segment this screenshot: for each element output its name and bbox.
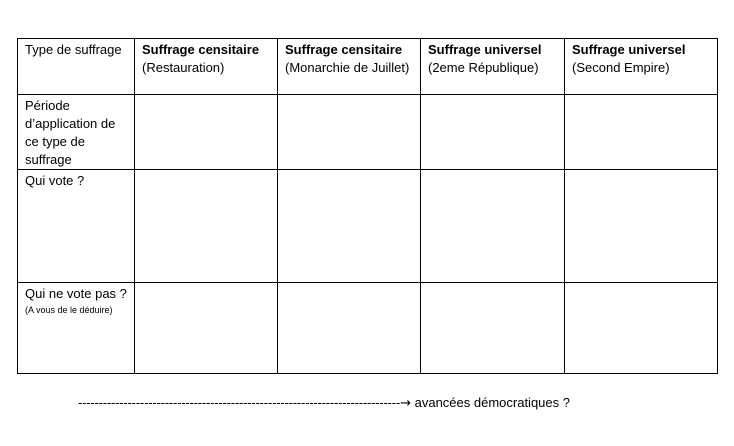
answer-cell[interactable]	[135, 283, 278, 374]
header-cell-second-empire	[565, 39, 718, 95]
right-arrow-icon: →	[400, 396, 411, 411]
row-label: Qui vote ?	[25, 173, 85, 188]
column-title: Suffrage universel	[572, 42, 686, 57]
header-cell-monarchie-juillet	[278, 39, 421, 95]
answer-cell[interactable]	[565, 170, 718, 283]
answer-cell[interactable]	[421, 170, 565, 283]
democratic-progress-line	[78, 395, 570, 411]
row-note: (A vous de le déduire)	[25, 305, 113, 315]
answer-cell[interactable]	[278, 170, 421, 283]
table-row-qui-ne-vote-pas	[18, 283, 718, 374]
row-label-cell	[18, 283, 135, 374]
answer-cell[interactable]	[565, 95, 718, 170]
answer-cell[interactable]	[421, 283, 565, 374]
footer-text: avancées démocratiques ?	[414, 395, 570, 410]
dashed-line: ------------------------------------------------------------------------------	[78, 395, 401, 410]
header-type-label: Type de suffrage	[25, 42, 122, 57]
answer-cell[interactable]	[135, 95, 278, 170]
row-label: Qui ne vote pas ?	[25, 286, 127, 301]
header-cell-type	[18, 39, 135, 95]
column-subtitle: (Restauration)	[142, 60, 225, 75]
row-label-cell	[18, 170, 135, 283]
table-header-row	[18, 39, 718, 95]
column-title: Suffrage censitaire	[142, 42, 260, 57]
answer-cell[interactable]	[278, 95, 421, 170]
table-row-periode	[18, 95, 718, 170]
column-subtitle: (Monarchie de Juillet)	[285, 60, 410, 75]
row-label: Période d’application de ce type de suffrage	[25, 98, 116, 167]
suffrage-table	[17, 38, 718, 374]
header-cell-restauration	[135, 39, 278, 95]
column-title: Suffrage universel	[428, 42, 542, 57]
answer-cell[interactable]	[278, 283, 421, 374]
answer-cell[interactable]	[565, 283, 718, 374]
column-subtitle: (2eme République)	[428, 60, 539, 75]
table-row-qui-vote	[18, 170, 718, 283]
column-title: Suffrage censitaire	[285, 42, 403, 57]
column-subtitle: (Second Empire)	[572, 60, 670, 75]
answer-cell[interactable]	[135, 170, 278, 283]
row-label-cell	[18, 95, 135, 170]
header-cell-2eme-republique	[421, 39, 565, 95]
answer-cell[interactable]	[421, 95, 565, 170]
